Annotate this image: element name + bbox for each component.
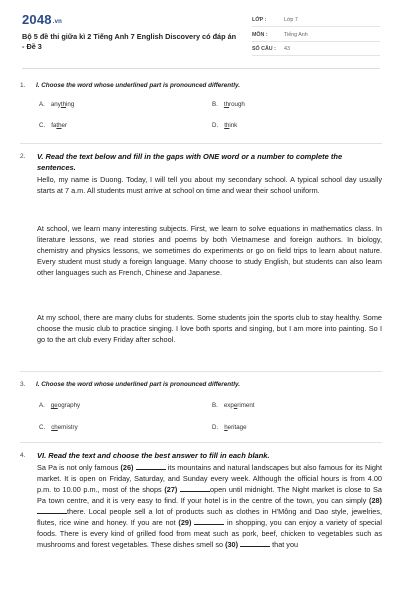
question-number: 1. (20, 82, 26, 89)
blank-line[interactable] (180, 484, 210, 492)
document-title: Bộ 5 đề thi giữa kì 2 Tiếng Anh 7 English Discovery có đáp án - Đề 3 (22, 32, 237, 51)
meta-count-value: 43 (284, 46, 290, 52)
blank-line[interactable] (136, 462, 166, 470)
question-title: VI. Read the text and choose the best answer to fill in each blank. (37, 451, 270, 460)
option-d[interactable]: D. think (212, 122, 238, 129)
question-title: I. Choose the word whose underlined part is pronounced differently. (36, 82, 240, 89)
meta-subject-label: MÔN : (252, 32, 268, 38)
question-1 (20, 82, 382, 132)
question-divider (20, 442, 382, 443)
question-divider (20, 371, 382, 372)
option-c[interactable]: C. chemistry (39, 424, 78, 431)
option-c[interactable]: C. father (39, 122, 68, 129)
question-number: 3. (20, 381, 26, 388)
blank-30: (30) (225, 540, 239, 549)
option-a[interactable]: A. anything (39, 101, 75, 108)
header-divider (22, 68, 380, 69)
blank-line[interactable] (240, 539, 270, 547)
question-3 (20, 381, 382, 431)
blank-line[interactable] (37, 506, 67, 514)
page-header (0, 0, 400, 62)
blank-28: (28) (369, 496, 382, 505)
blank-line[interactable] (194, 517, 224, 525)
site-logo[interactable] (22, 12, 62, 27)
option-b[interactable]: B. experiment (212, 402, 255, 409)
blank-26: (26) (120, 463, 134, 472)
option-b[interactable]: B. through (212, 101, 245, 108)
question-title: V. Read the text below and fill in the gaps with ONE word or a number to complete the sentences. (37, 152, 343, 172)
blank-27: (27) (164, 485, 178, 494)
logo-suffix: .vn (52, 19, 63, 25)
meta-class (252, 14, 380, 27)
passage-paragraph: Sa Pa is not only famous (26) its mountains and natural landscapes but also famous for its Night market. It is open on Friday, Saturday, and Sunday every week. Although the official hours is from 4.00 p.m. to 10.00 p.m., most of the shops (27) open until midnight. The Night market is close to Sa Pa town centre, and it is very easy to find. If your hotel is in the centre of the town, you can simply (28) there. Local people sell a lot of products such as clothes in H'Mông and Dao style, jewelries, flutes, rice wine and honey. If you are not (29) in shopping, you can enjoy a variety of special foods. There is every kind of grilled food from meat such as pork, beef, chicken to vegetables such as mushrooms and forest vegetables. These dishes smell so (30) that you (37, 463, 382, 549)
option-a[interactable]: A. geography (39, 402, 81, 409)
option-d[interactable]: D. heritage (212, 424, 247, 431)
question-number: 4. (20, 452, 26, 459)
meta-class-value: Lớp 7 (284, 17, 298, 23)
blank-29: (29) (178, 518, 192, 527)
question-divider (20, 143, 382, 144)
question-number: 2. (20, 153, 26, 160)
meta-class-label: LỚP : (252, 17, 267, 23)
meta-subject (252, 29, 380, 42)
logo-main: 2048 (22, 12, 52, 27)
question-title: I. Choose the word whose underlined part is pronounced differently. (36, 381, 240, 388)
meta-count-label: SỐ CÂU : (252, 46, 276, 52)
passage-paragraph-1: Hello, my name is Duong. Today, I will tell you about my secondary school. A typical school day usually starts at 7 a.m. All students must arrive at school on time and wear their school uniform. (37, 175, 382, 195)
passage-paragraph-2: At school, we learn many interesting subjects. First, we learn to solve equations in mathematics class. In literature lessons, we read stories and poems by both Vietnamese and foreign authors. In biology, chemistry and physics lessons, we sometimes do experiments or go on field trips to learn about nature. Every student must study a foreign language. Many choose to study English, but students can also learn other languages such as French, Chinese and Japanese. (37, 224, 382, 277)
meta-count (252, 43, 380, 56)
meta-subject-value: Tiếng Anh (284, 32, 308, 38)
passage-paragraph-3: At my school, there are many clubs for students. Some students join the sports club to stay healthy. Some choose the music club to practice singing. I love both sports and singing, but I am more into painting. So I go to the art club every Friday after school. (37, 313, 382, 344)
